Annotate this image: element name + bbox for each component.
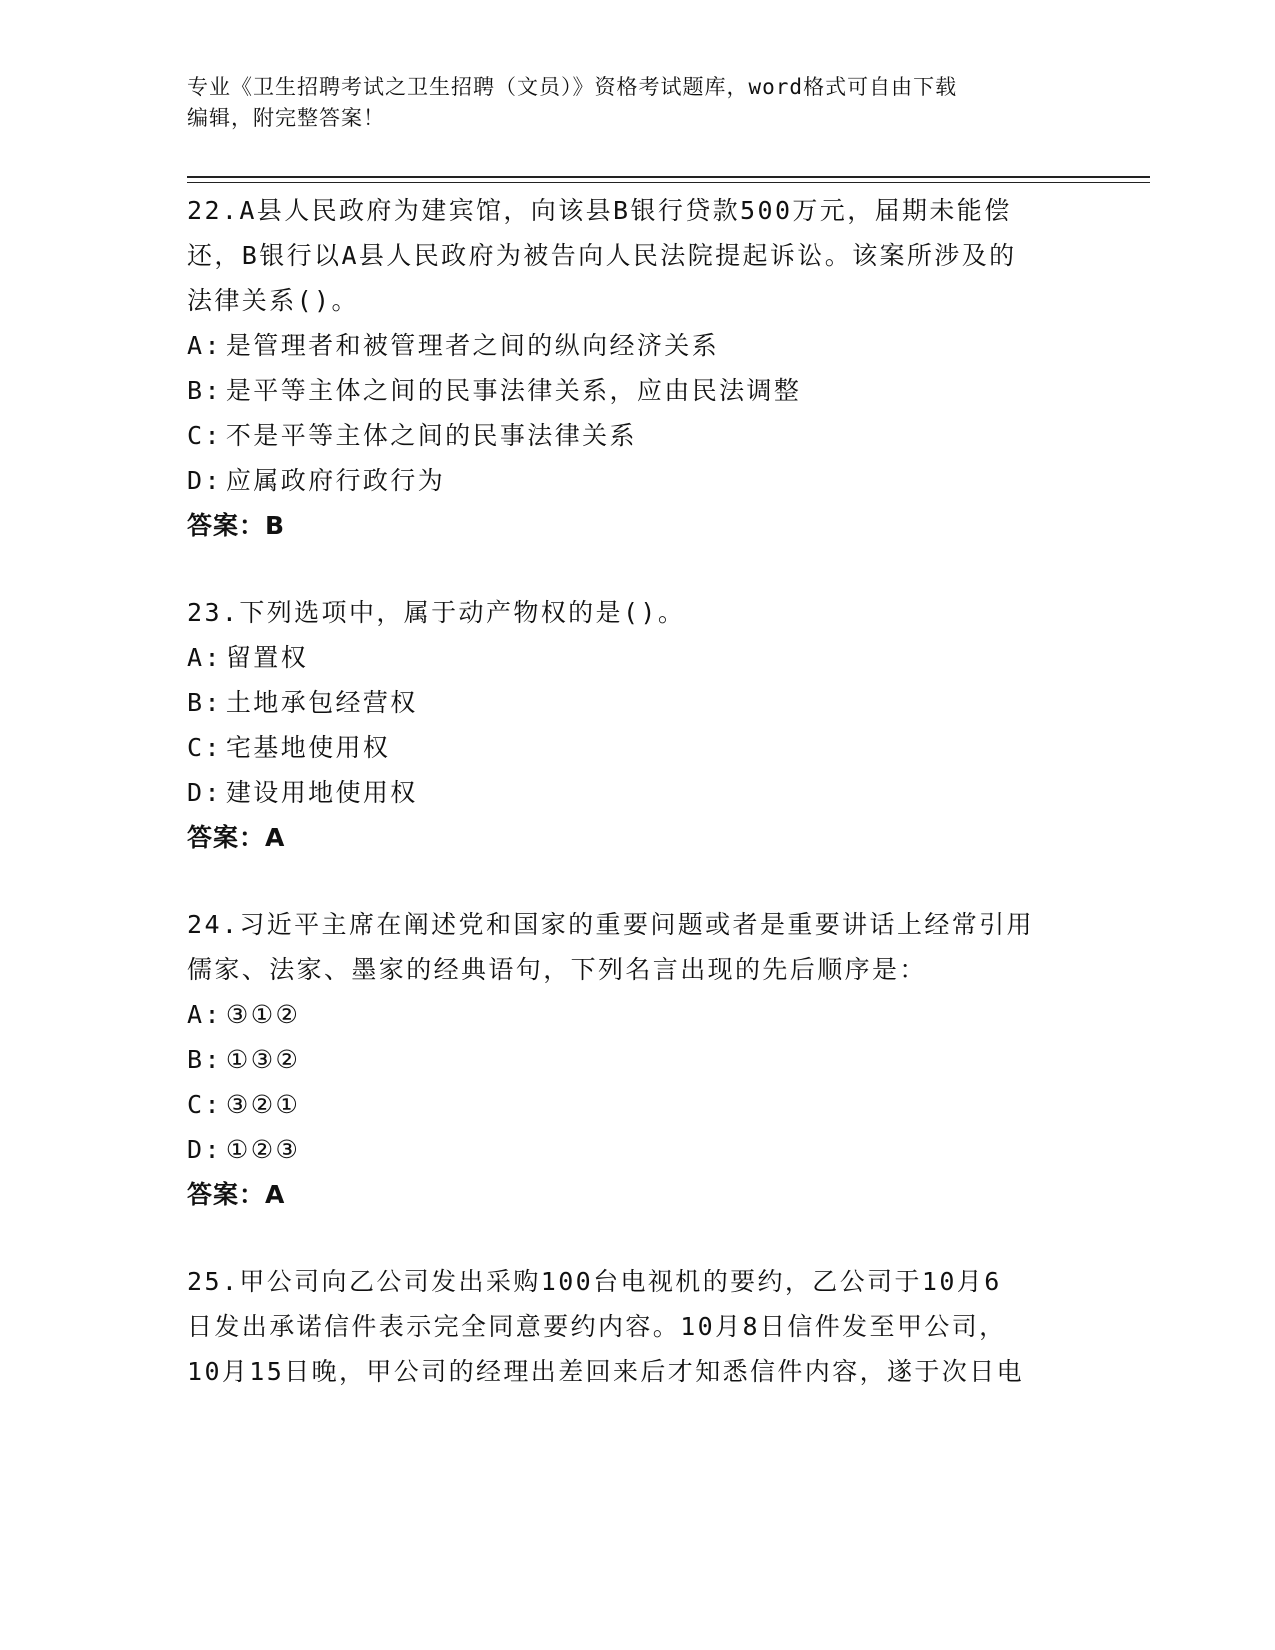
question-stem-line: 日发出承诺信件表示完全同意要约内容。10月8日信件发至甲公司， <box>187 1312 1007 1341</box>
question-stem-line: 25.甲公司向乙公司发出采购100台电视机的要约，乙公司于10月6 <box>187 1267 1002 1296</box>
question-list <box>187 188 1087 1436</box>
question-stem-line: 24.习近平主席在阐述党和国家的重要问题或者是重要讲话上经常引用 <box>187 910 1034 939</box>
option-text: 是管理者和被管理者之间的纵向经济关系 <box>225 331 720 360</box>
question-stem <box>187 902 1087 992</box>
option-letter: B: <box>187 376 222 405</box>
option-letter: A: <box>187 1000 222 1029</box>
document-header <box>187 72 1067 134</box>
question-22 <box>187 188 1087 548</box>
option-d <box>187 1127 1087 1172</box>
option-a <box>187 635 1087 680</box>
option-letter: C: <box>187 421 222 450</box>
option-b <box>187 680 1087 725</box>
option-text: 是平等主体之间的民事法律关系，应由民法调整 <box>225 376 802 405</box>
answer-line: 答案：A <box>187 1180 286 1209</box>
answer-line: 答案：B <box>187 511 286 540</box>
option-letter: B: <box>187 1045 222 1074</box>
option-letter: A: <box>187 643 222 672</box>
option-text: 建设用地使用权 <box>225 778 418 807</box>
option-text: 留置权 <box>225 643 309 672</box>
option-letter: C: <box>187 733 222 762</box>
option-letter: D: <box>187 466 222 495</box>
question-stem-line: 儒家、法家、墨家的经典语句，下列名言出现的先后顺序是： <box>187 955 927 984</box>
header-rule-thin <box>187 182 1150 183</box>
option-text: ③①② <box>225 1000 301 1029</box>
option-c <box>187 1082 1087 1127</box>
header-line-1: 专业《卫生招聘考试之卫生招聘（文员）》资格考试题库，word格式可自由下载 <box>187 75 958 99</box>
question-25 <box>187 1259 1087 1394</box>
question-23 <box>187 590 1087 860</box>
question-stem-line: 还，B银行以A县人民政府为被告向人民法院提起诉讼。该案所涉及的 <box>187 241 1017 270</box>
option-text: 土地承包经营权 <box>225 688 418 717</box>
option-b <box>187 1037 1087 1082</box>
answer-line: 答案：A <box>187 823 286 852</box>
option-text: 不是平等主体之间的民事法律关系 <box>225 421 637 450</box>
question-stem-line: 10月15日晚，甲公司的经理出差回来后才知悉信件内容，遂于次日电 <box>187 1357 1025 1386</box>
question-24 <box>187 902 1087 1217</box>
option-letter: A: <box>187 331 222 360</box>
option-letter: C: <box>187 1090 222 1119</box>
question-stem <box>187 590 1087 635</box>
question-stem-line: 法律关系()。 <box>187 286 359 315</box>
option-b <box>187 368 1087 413</box>
option-text: 宅基地使用权 <box>225 733 391 762</box>
option-a <box>187 323 1087 368</box>
option-letter: D: <box>187 778 222 807</box>
option-text: ①③② <box>225 1045 301 1074</box>
option-d <box>187 458 1087 503</box>
option-c <box>187 725 1087 770</box>
question-stem-line: 23.下列选项中，属于动产物权的是()。 <box>187 598 686 627</box>
option-letter: D: <box>187 1135 222 1164</box>
option-text: ①②③ <box>225 1135 301 1164</box>
option-d <box>187 770 1087 815</box>
question-stem <box>187 1259 1087 1394</box>
header-rule-thick <box>187 176 1150 178</box>
option-a <box>187 992 1087 1037</box>
header-line-2: 编辑，附完整答案！ <box>187 106 385 130</box>
question-stem-line: 22.A县人民政府为建宾馆，向该县B银行贷款500万元，届期未能偿 <box>187 196 1012 225</box>
option-letter: B: <box>187 688 222 717</box>
question-stem <box>187 188 1087 323</box>
option-text: 应属政府行政行为 <box>225 466 446 495</box>
option-c <box>187 413 1087 458</box>
option-text: ③②① <box>225 1090 301 1119</box>
